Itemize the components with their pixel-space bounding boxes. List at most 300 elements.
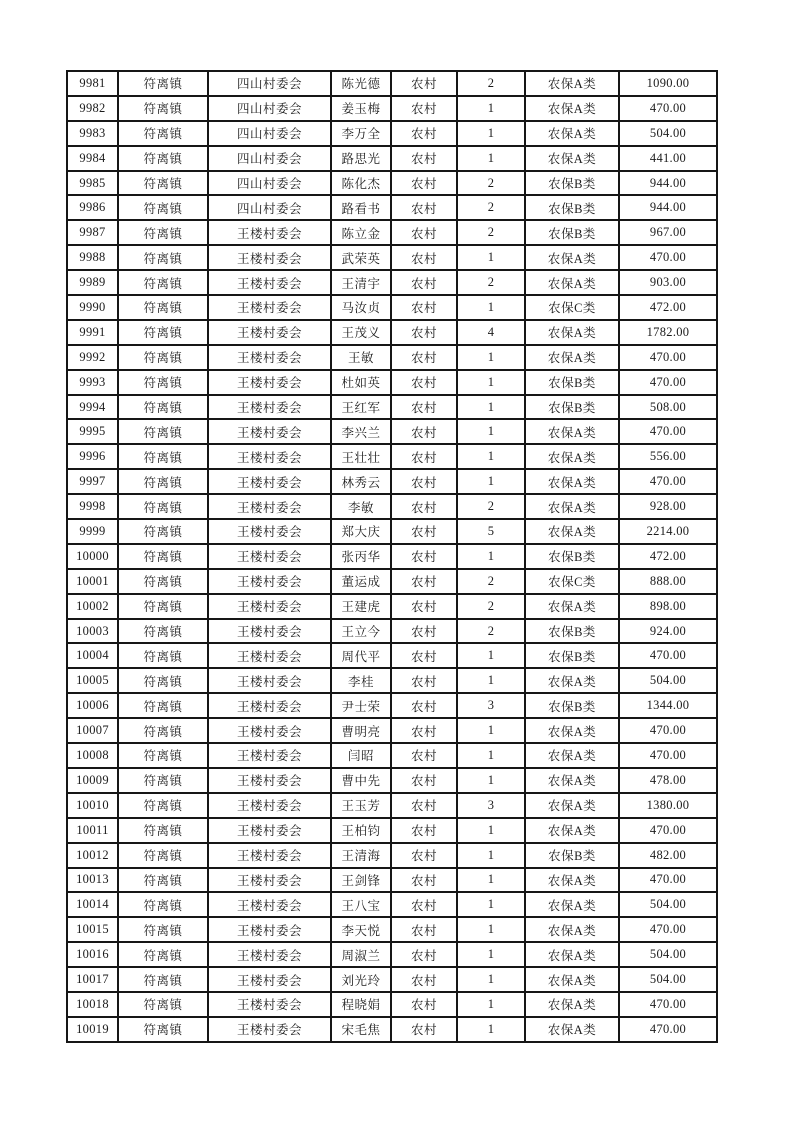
cell-person-name: 姜玉梅 xyxy=(331,96,391,121)
cell-town: 符离镇 xyxy=(118,96,208,121)
cell-person-count: 1 xyxy=(457,395,525,420)
cell-residence-type: 农村 xyxy=(391,270,457,295)
cell-person-name: 林秀云 xyxy=(331,469,391,494)
cell-residence-type: 农村 xyxy=(391,868,457,893)
cell-person-name: 李万全 xyxy=(331,121,391,146)
cell-person-count: 2 xyxy=(457,171,525,196)
cell-village-committee: 王楼村委会 xyxy=(208,594,331,619)
cell-town: 符离镇 xyxy=(118,220,208,245)
cell-person-name: 路看书 xyxy=(331,195,391,220)
cell-person-name: 闫昭 xyxy=(331,743,391,768)
cell-insurance-category: 农保A类 xyxy=(525,345,619,370)
cell-person-name: 尹士荣 xyxy=(331,693,391,718)
cell-person-name: 路思光 xyxy=(331,146,391,171)
table-row xyxy=(67,245,717,270)
cell-serial-no: 10010 xyxy=(67,793,118,818)
table-row xyxy=(67,171,717,196)
cell-residence-type: 农村 xyxy=(391,295,457,320)
table-row xyxy=(67,195,717,220)
cell-serial-no: 9981 xyxy=(67,71,118,96)
cell-residence-type: 农村 xyxy=(391,718,457,743)
cell-residence-type: 农村 xyxy=(391,594,457,619)
cell-serial-no: 9989 xyxy=(67,270,118,295)
cell-residence-type: 农村 xyxy=(391,942,457,967)
cell-village-committee: 王楼村委会 xyxy=(208,245,331,270)
cell-residence-type: 农村 xyxy=(391,544,457,569)
cell-town: 符离镇 xyxy=(118,270,208,295)
cell-person-count: 1 xyxy=(457,544,525,569)
cell-amount: 928.00 xyxy=(619,494,717,519)
cell-insurance-category: 农保B类 xyxy=(525,395,619,420)
table-row xyxy=(67,668,717,693)
cell-amount: 472.00 xyxy=(619,544,717,569)
cell-town: 符离镇 xyxy=(118,942,208,967)
cell-amount: 470.00 xyxy=(619,743,717,768)
cell-residence-type: 农村 xyxy=(391,643,457,668)
cell-person-name: 宋毛焦 xyxy=(331,1017,391,1042)
cell-person-count: 1 xyxy=(457,917,525,942)
cell-person-count: 5 xyxy=(457,519,525,544)
cell-person-name: 王壮壮 xyxy=(331,444,391,469)
cell-town: 符离镇 xyxy=(118,768,208,793)
table-row xyxy=(67,146,717,171)
cell-serial-no: 9991 xyxy=(67,320,118,345)
cell-insurance-category: 农保A类 xyxy=(525,419,619,444)
cell-person-count: 2 xyxy=(457,619,525,644)
cell-village-committee: 王楼村委会 xyxy=(208,693,331,718)
cell-serial-no: 10007 xyxy=(67,718,118,743)
cell-amount: 924.00 xyxy=(619,619,717,644)
cell-village-committee: 王楼村委会 xyxy=(208,917,331,942)
cell-serial-no: 9994 xyxy=(67,395,118,420)
cell-amount: 470.00 xyxy=(619,96,717,121)
cell-town: 符离镇 xyxy=(118,992,208,1017)
cell-village-committee: 王楼村委会 xyxy=(208,992,331,1017)
cell-person-count: 1 xyxy=(457,245,525,270)
cell-insurance-category: 农保A类 xyxy=(525,718,619,743)
cell-village-committee: 王楼村委会 xyxy=(208,967,331,992)
cell-residence-type: 农村 xyxy=(391,245,457,270)
cell-person-count: 1 xyxy=(457,419,525,444)
cell-town: 符离镇 xyxy=(118,419,208,444)
cell-serial-no: 10015 xyxy=(67,917,118,942)
cell-residence-type: 农村 xyxy=(391,892,457,917)
cell-person-count: 1 xyxy=(457,892,525,917)
cell-village-committee: 四山村委会 xyxy=(208,146,331,171)
cell-town: 符离镇 xyxy=(118,1017,208,1042)
cell-amount: 504.00 xyxy=(619,942,717,967)
cell-person-name: 陈光德 xyxy=(331,71,391,96)
cell-person-count: 1 xyxy=(457,444,525,469)
cell-town: 符离镇 xyxy=(118,569,208,594)
cell-serial-no: 9984 xyxy=(67,146,118,171)
cell-village-committee: 王楼村委会 xyxy=(208,942,331,967)
cell-amount: 504.00 xyxy=(619,967,717,992)
cell-person-count: 1 xyxy=(457,345,525,370)
cell-person-name: 王玉芳 xyxy=(331,793,391,818)
cell-person-count: 2 xyxy=(457,195,525,220)
table-row xyxy=(67,419,717,444)
cell-amount: 472.00 xyxy=(619,295,717,320)
table-row xyxy=(67,743,717,768)
table-row xyxy=(67,942,717,967)
cell-amount: 888.00 xyxy=(619,569,717,594)
cell-amount: 470.00 xyxy=(619,345,717,370)
cell-person-name: 马汝贞 xyxy=(331,295,391,320)
table-row xyxy=(67,121,717,146)
cell-town: 符离镇 xyxy=(118,718,208,743)
cell-insurance-category: 农保B类 xyxy=(525,643,619,668)
cell-person-count: 1 xyxy=(457,768,525,793)
cell-person-count: 1 xyxy=(457,843,525,868)
cell-serial-no: 10012 xyxy=(67,843,118,868)
cell-town: 符离镇 xyxy=(118,395,208,420)
cell-person-name: 王立今 xyxy=(331,619,391,644)
cell-town: 符离镇 xyxy=(118,868,208,893)
cell-serial-no: 10001 xyxy=(67,569,118,594)
cell-insurance-category: 农保B类 xyxy=(525,693,619,718)
cell-insurance-category: 农保A类 xyxy=(525,668,619,693)
cell-residence-type: 农村 xyxy=(391,1017,457,1042)
cell-town: 符离镇 xyxy=(118,843,208,868)
cell-village-committee: 王楼村委会 xyxy=(208,320,331,345)
table-row xyxy=(67,569,717,594)
cell-amount: 504.00 xyxy=(619,121,717,146)
table-row xyxy=(67,544,717,569)
cell-residence-type: 农村 xyxy=(391,793,457,818)
cell-person-count: 1 xyxy=(457,1017,525,1042)
cell-amount: 470.00 xyxy=(619,643,717,668)
cell-serial-no: 10019 xyxy=(67,1017,118,1042)
cell-amount: 478.00 xyxy=(619,768,717,793)
cell-town: 符离镇 xyxy=(118,519,208,544)
table-row xyxy=(67,818,717,843)
cell-amount: 470.00 xyxy=(619,1017,717,1042)
cell-person-name: 杜如英 xyxy=(331,370,391,395)
cell-person-count: 2 xyxy=(457,569,525,594)
cell-person-count: 2 xyxy=(457,71,525,96)
cell-amount: 2214.00 xyxy=(619,519,717,544)
cell-serial-no: 9998 xyxy=(67,494,118,519)
cell-town: 符离镇 xyxy=(118,146,208,171)
cell-amount: 504.00 xyxy=(619,668,717,693)
cell-town: 符离镇 xyxy=(118,121,208,146)
cell-residence-type: 农村 xyxy=(391,494,457,519)
cell-amount: 898.00 xyxy=(619,594,717,619)
table-row xyxy=(67,768,717,793)
cell-village-committee: 四山村委会 xyxy=(208,195,331,220)
cell-person-count: 1 xyxy=(457,967,525,992)
cell-amount: 508.00 xyxy=(619,395,717,420)
cell-person-name: 周代平 xyxy=(331,643,391,668)
cell-serial-no: 9990 xyxy=(67,295,118,320)
cell-person-count: 1 xyxy=(457,743,525,768)
cell-amount: 1380.00 xyxy=(619,793,717,818)
cell-insurance-category: 农保A类 xyxy=(525,444,619,469)
table-row xyxy=(67,71,717,96)
cell-residence-type: 农村 xyxy=(391,469,457,494)
cell-village-committee: 王楼村委会 xyxy=(208,718,331,743)
cell-village-committee: 王楼村委会 xyxy=(208,220,331,245)
cell-serial-no: 10002 xyxy=(67,594,118,619)
cell-person-name: 周淑兰 xyxy=(331,942,391,967)
cell-town: 符离镇 xyxy=(118,320,208,345)
cell-insurance-category: 农保A类 xyxy=(525,96,619,121)
cell-serial-no: 9986 xyxy=(67,195,118,220)
cell-residence-type: 农村 xyxy=(391,619,457,644)
cell-town: 符离镇 xyxy=(118,494,208,519)
cell-insurance-category: 农保B类 xyxy=(525,619,619,644)
cell-person-count: 4 xyxy=(457,320,525,345)
cell-serial-no: 10017 xyxy=(67,967,118,992)
cell-person-name: 李敏 xyxy=(331,494,391,519)
cell-person-name: 董运成 xyxy=(331,569,391,594)
cell-insurance-category: 农保A类 xyxy=(525,818,619,843)
cell-village-committee: 王楼村委会 xyxy=(208,395,331,420)
cell-person-name: 李兴兰 xyxy=(331,419,391,444)
cell-insurance-category: 农保A类 xyxy=(525,245,619,270)
table-row xyxy=(67,320,717,345)
cell-town: 符离镇 xyxy=(118,345,208,370)
cell-insurance-category: 农保B类 xyxy=(525,843,619,868)
cell-village-committee: 王楼村委会 xyxy=(208,643,331,668)
cell-village-committee: 王楼村委会 xyxy=(208,444,331,469)
table-row xyxy=(67,917,717,942)
cell-village-committee: 王楼村委会 xyxy=(208,818,331,843)
cell-residence-type: 农村 xyxy=(391,444,457,469)
cell-town: 符离镇 xyxy=(118,444,208,469)
cell-person-count: 1 xyxy=(457,643,525,668)
cell-town: 符离镇 xyxy=(118,917,208,942)
cell-insurance-category: 农保A类 xyxy=(525,71,619,96)
cell-insurance-category: 农保B类 xyxy=(525,171,619,196)
cell-village-committee: 王楼村委会 xyxy=(208,743,331,768)
table-row xyxy=(67,444,717,469)
cell-person-name: 王剑锋 xyxy=(331,868,391,893)
cell-person-count: 1 xyxy=(457,718,525,743)
cell-residence-type: 农村 xyxy=(391,146,457,171)
cell-serial-no: 9999 xyxy=(67,519,118,544)
cell-town: 符离镇 xyxy=(118,370,208,395)
cell-amount: 470.00 xyxy=(619,469,717,494)
cell-village-committee: 王楼村委会 xyxy=(208,469,331,494)
cell-amount: 504.00 xyxy=(619,892,717,917)
cell-insurance-category: 农保A类 xyxy=(525,942,619,967)
cell-person-name: 王茂义 xyxy=(331,320,391,345)
cell-person-count: 1 xyxy=(457,818,525,843)
cell-amount: 967.00 xyxy=(619,220,717,245)
cell-person-count: 1 xyxy=(457,295,525,320)
cell-amount: 441.00 xyxy=(619,146,717,171)
cell-person-name: 王清宇 xyxy=(331,270,391,295)
cell-insurance-category: 农保B类 xyxy=(525,370,619,395)
cell-person-count: 1 xyxy=(457,121,525,146)
cell-person-count: 1 xyxy=(457,668,525,693)
table-row xyxy=(67,619,717,644)
cell-insurance-category: 农保B类 xyxy=(525,544,619,569)
cell-person-name: 张丙华 xyxy=(331,544,391,569)
cell-person-name: 李桂 xyxy=(331,668,391,693)
cell-amount: 1782.00 xyxy=(619,320,717,345)
cell-serial-no: 10003 xyxy=(67,619,118,644)
cell-residence-type: 农村 xyxy=(391,519,457,544)
cell-person-name: 曹中先 xyxy=(331,768,391,793)
cell-serial-no: 10014 xyxy=(67,892,118,917)
cell-village-committee: 四山村委会 xyxy=(208,71,331,96)
cell-village-committee: 王楼村委会 xyxy=(208,868,331,893)
table-row xyxy=(67,469,717,494)
cell-serial-no: 9993 xyxy=(67,370,118,395)
cell-person-count: 3 xyxy=(457,793,525,818)
cell-person-name: 王建虎 xyxy=(331,594,391,619)
cell-residence-type: 农村 xyxy=(391,693,457,718)
cell-amount: 470.00 xyxy=(619,370,717,395)
cell-village-committee: 王楼村委会 xyxy=(208,494,331,519)
cell-village-committee: 王楼村委会 xyxy=(208,1017,331,1042)
cell-residence-type: 农村 xyxy=(391,967,457,992)
cell-serial-no: 9983 xyxy=(67,121,118,146)
cell-insurance-category: 农保A类 xyxy=(525,992,619,1017)
cell-amount: 470.00 xyxy=(619,245,717,270)
cell-amount: 470.00 xyxy=(619,868,717,893)
cell-insurance-category: 农保B类 xyxy=(525,195,619,220)
table-row xyxy=(67,96,717,121)
cell-town: 符离镇 xyxy=(118,967,208,992)
table-row xyxy=(67,793,717,818)
cell-town: 符离镇 xyxy=(118,469,208,494)
cell-serial-no: 10018 xyxy=(67,992,118,1017)
cell-person-count: 2 xyxy=(457,270,525,295)
cell-insurance-category: 农保A类 xyxy=(525,967,619,992)
cell-person-name: 王八宝 xyxy=(331,892,391,917)
cell-insurance-category: 农保A类 xyxy=(525,917,619,942)
cell-residence-type: 农村 xyxy=(391,171,457,196)
cell-village-committee: 王楼村委会 xyxy=(208,843,331,868)
cell-amount: 482.00 xyxy=(619,843,717,868)
cell-insurance-category: 农保A类 xyxy=(525,270,619,295)
cell-person-count: 1 xyxy=(457,469,525,494)
cell-village-committee: 王楼村委会 xyxy=(208,619,331,644)
cell-amount: 903.00 xyxy=(619,270,717,295)
cell-insurance-category: 农保A类 xyxy=(525,469,619,494)
cell-person-name: 曹明亮 xyxy=(331,718,391,743)
cell-serial-no: 9982 xyxy=(67,96,118,121)
table-row xyxy=(67,967,717,992)
cell-amount: 1090.00 xyxy=(619,71,717,96)
table-row xyxy=(67,718,717,743)
cell-residence-type: 农村 xyxy=(391,668,457,693)
cell-residence-type: 农村 xyxy=(391,320,457,345)
cell-person-count: 3 xyxy=(457,693,525,718)
cell-residence-type: 农村 xyxy=(391,195,457,220)
table-row xyxy=(67,594,717,619)
cell-serial-no: 10000 xyxy=(67,544,118,569)
cell-residence-type: 农村 xyxy=(391,843,457,868)
cell-insurance-category: 农保B类 xyxy=(525,220,619,245)
cell-serial-no: 10006 xyxy=(67,693,118,718)
cell-insurance-category: 农保A类 xyxy=(525,146,619,171)
cell-amount: 1344.00 xyxy=(619,693,717,718)
cell-insurance-category: 农保A类 xyxy=(525,1017,619,1042)
table-row xyxy=(67,643,717,668)
cell-residence-type: 农村 xyxy=(391,419,457,444)
cell-residence-type: 农村 xyxy=(391,743,457,768)
cell-amount: 944.00 xyxy=(619,171,717,196)
cell-person-name: 郑大庆 xyxy=(331,519,391,544)
cell-serial-no: 9985 xyxy=(67,171,118,196)
table-row xyxy=(67,693,717,718)
cell-serial-no: 10013 xyxy=(67,868,118,893)
cell-person-count: 2 xyxy=(457,220,525,245)
table-body xyxy=(67,71,717,1042)
cell-person-count: 1 xyxy=(457,146,525,171)
table-row xyxy=(67,519,717,544)
cell-town: 符离镇 xyxy=(118,171,208,196)
cell-town: 符离镇 xyxy=(118,643,208,668)
cell-residence-type: 农村 xyxy=(391,768,457,793)
cell-town: 符离镇 xyxy=(118,195,208,220)
cell-village-committee: 王楼村委会 xyxy=(208,892,331,917)
cell-residence-type: 农村 xyxy=(391,71,457,96)
cell-insurance-category: 农保A类 xyxy=(525,594,619,619)
cell-residence-type: 农村 xyxy=(391,370,457,395)
table-row xyxy=(67,270,717,295)
cell-person-name: 王红军 xyxy=(331,395,391,420)
cell-insurance-category: 农保A类 xyxy=(525,121,619,146)
cell-person-name: 王清海 xyxy=(331,843,391,868)
cell-residence-type: 农村 xyxy=(391,992,457,1017)
cell-town: 符离镇 xyxy=(118,594,208,619)
cell-amount: 944.00 xyxy=(619,195,717,220)
cell-town: 符离镇 xyxy=(118,71,208,96)
cell-person-name: 刘光玲 xyxy=(331,967,391,992)
cell-amount: 470.00 xyxy=(619,419,717,444)
cell-village-committee: 王楼村委会 xyxy=(208,793,331,818)
table-row xyxy=(67,370,717,395)
cell-person-count: 2 xyxy=(457,594,525,619)
cell-town: 符离镇 xyxy=(118,544,208,569)
cell-residence-type: 农村 xyxy=(391,96,457,121)
cell-residence-type: 农村 xyxy=(391,121,457,146)
table-row xyxy=(67,395,717,420)
cell-town: 符离镇 xyxy=(118,892,208,917)
table-row xyxy=(67,1017,717,1042)
cell-residence-type: 农村 xyxy=(391,818,457,843)
cell-person-count: 2 xyxy=(457,494,525,519)
cell-insurance-category: 农保A类 xyxy=(525,793,619,818)
table-row xyxy=(67,868,717,893)
cell-amount: 470.00 xyxy=(619,718,717,743)
cell-serial-no: 9995 xyxy=(67,419,118,444)
cell-person-name: 陈化杰 xyxy=(331,171,391,196)
cell-person-count: 1 xyxy=(457,992,525,1017)
cell-town: 符离镇 xyxy=(118,743,208,768)
cell-serial-no: 10016 xyxy=(67,942,118,967)
cell-serial-no: 9997 xyxy=(67,469,118,494)
cell-person-name: 王敏 xyxy=(331,345,391,370)
cell-insurance-category: 农保A类 xyxy=(525,743,619,768)
cell-serial-no: 10008 xyxy=(67,743,118,768)
table-row xyxy=(67,295,717,320)
cell-amount: 470.00 xyxy=(619,992,717,1017)
cell-village-committee: 四山村委会 xyxy=(208,171,331,196)
cell-person-count: 1 xyxy=(457,942,525,967)
cell-village-committee: 王楼村委会 xyxy=(208,569,331,594)
cell-village-committee: 王楼村委会 xyxy=(208,345,331,370)
cell-serial-no: 9992 xyxy=(67,345,118,370)
cell-insurance-category: 农保A类 xyxy=(525,519,619,544)
cell-village-committee: 王楼村委会 xyxy=(208,768,331,793)
